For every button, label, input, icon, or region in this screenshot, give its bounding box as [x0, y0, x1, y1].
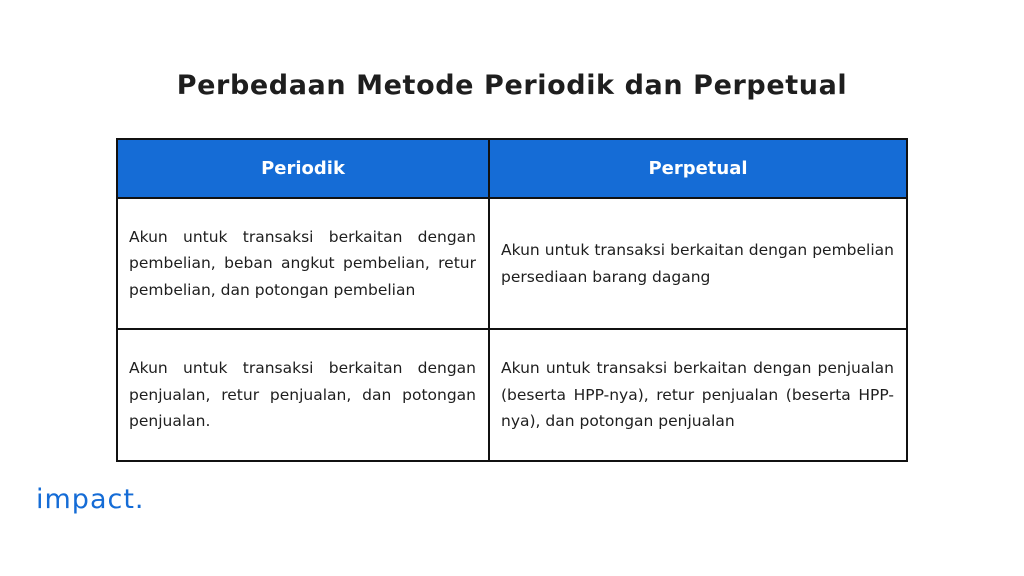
table-row	[117, 198, 907, 329]
header-perpetual: Perpetual	[489, 139, 907, 198]
page-title: Perbedaan Metode Periodik dan Perpetual	[176, 70, 848, 101]
cell-periodik-purchase: Akun untuk transaksi berkaitan dengan pembelian, beban angkut pembelian, retur pembelian, dan potongan pembelian	[117, 198, 489, 329]
table-row	[117, 329, 907, 461]
cell-periodik-sales: Akun untuk transaksi berkaitan dengan penjualan, retur penjualan, dan potongan penjualan.	[117, 329, 489, 461]
cell-perpetual-purchase: Akun untuk transaksi berkaitan dengan pembelian persediaan barang dagang	[489, 198, 907, 329]
comparison-table	[116, 138, 908, 462]
table-header-row	[117, 139, 907, 198]
cell-perpetual-sales: Akun untuk transaksi berkaitan dengan penjualan (beserta HPP-nya), retur penjualan (beserta HPP-nya), dan potongan penjualan	[489, 329, 907, 461]
header-periodik: Periodik	[117, 139, 489, 198]
impact-logo: impact.	[36, 484, 145, 515]
